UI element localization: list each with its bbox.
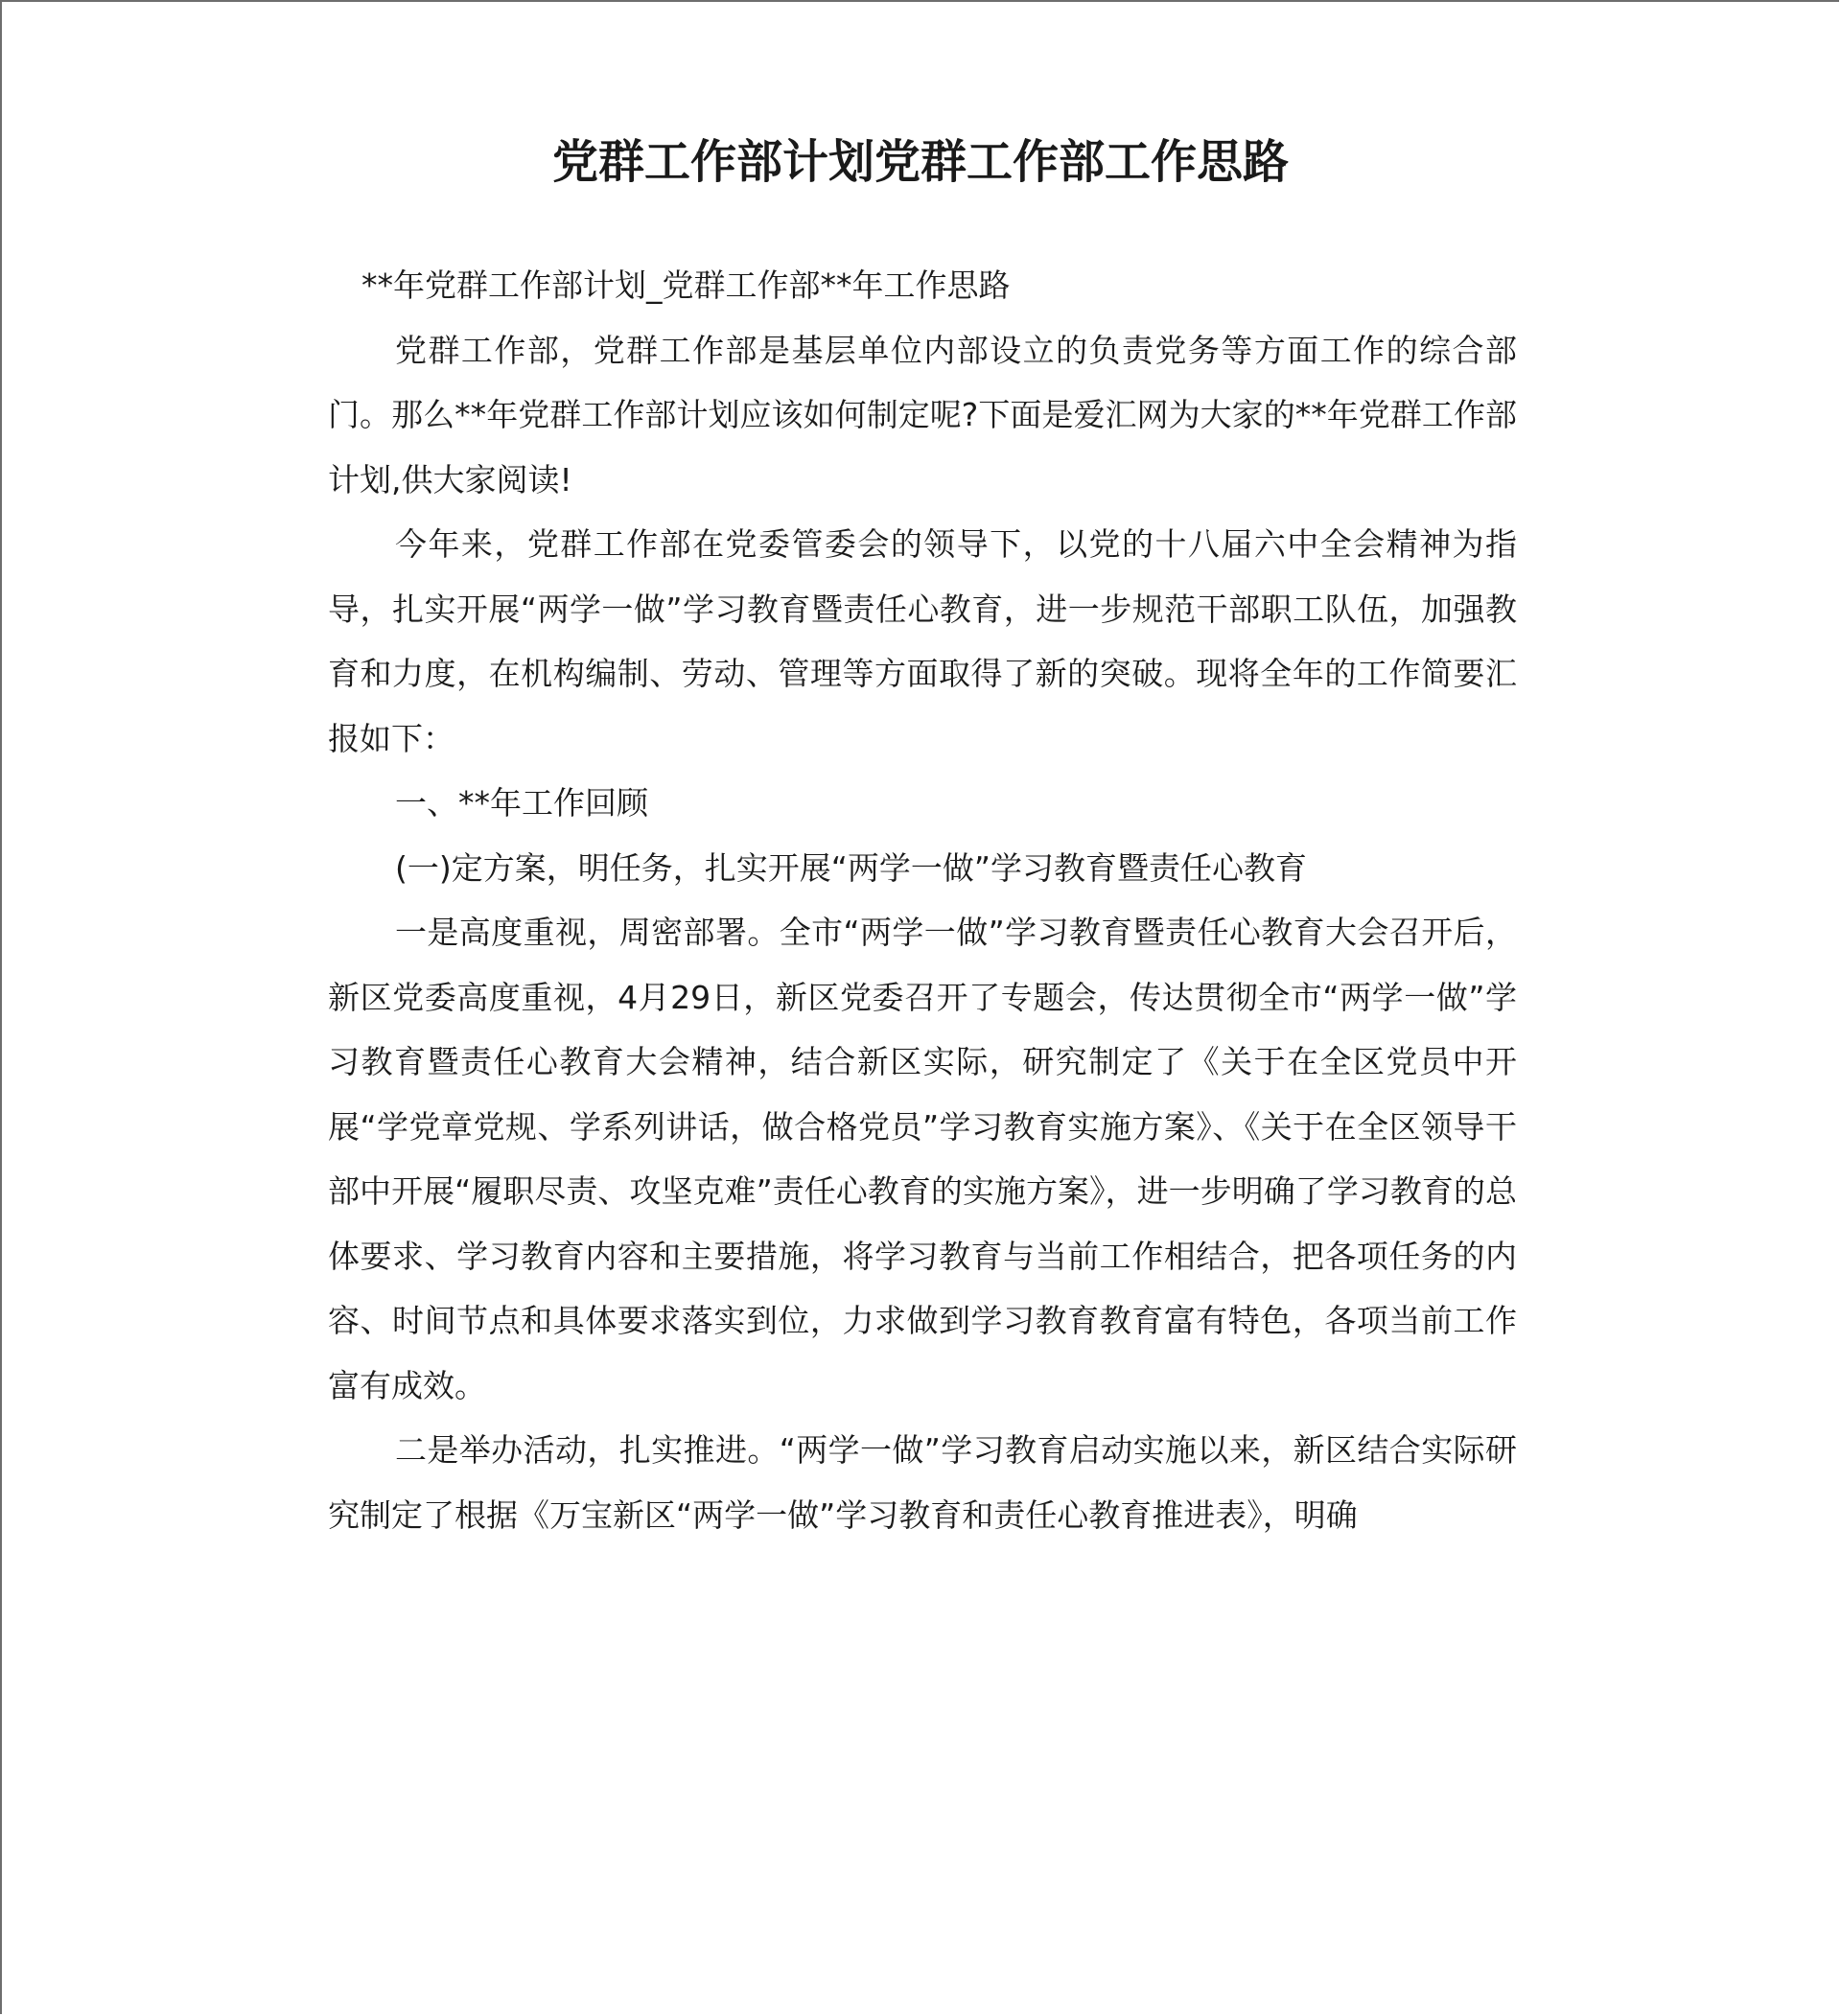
body-paragraph: 二是举办活动，扎实推进。“两学一做”学习教育启动实施以来，新区结合实际研究制定了根据《万宝新区“两学一做”学习教育和责任心教育推进表》，明确 — [328, 1431, 1517, 1534]
intro-paragraph: 党群工作部，党群工作部是基层单位内部设立的负责党务等方面工作的综合部门。那么**年党群工作部计划应该如何制定呢?下面是爱汇网为大家的**年党群工作部计划,供大家阅读! — [328, 331, 1517, 498]
body-paragraph: 一是高度重视，周密部署。全市“两学一做”学习教育暨责任心教育大会召开后，新区党委高度重视，4月29日，新区党委召开了专题会，传达贯彻全市“两学一做”学习教育暨责任心教育大会精神，结合新区实际，研究制定了《关于在全区党员中开展“学党章党规、学系列讲话，做合格党员”学习教育实施方案》、《关于在全区领导干部中开展“履职尽责、攻坚克难”责任心教育的实施方案》，进一步明确了学习教育的总体要求、学习教育内容和主要措施，将学习教育与当前工作相结合，把各项任务的内容、时间节点和具体要求落实到位，力求做到学习教育教育富有特色，各项当前工作富有成效。 — [328, 914, 1517, 1404]
document-body — [328, 253, 1517, 1547]
section-heading: 一、**年工作回顾 — [395, 784, 648, 822]
document-title: 党群工作部计划党群工作部工作思路 — [551, 135, 1289, 189]
summary-paragraph: 今年来，党群工作部在党委管委会的领导下，以党的十八届六中全会精神为指导，扎实开展“两学一做”学习教育暨责任心教育，进一步规范干部职工队伍，加强教育和力度，在机构编制、劳动、管理等方面取得了新的突破。现将全年的工作简要汇报如下： — [328, 525, 1517, 757]
subsection-heading: (一)定方案，明任务，扎实开展“两学一做”学习教育暨责任心教育 — [395, 848, 1307, 887]
document-subtitle: **年党群工作部计划_党群工作部**年工作思路 — [361, 266, 1011, 304]
